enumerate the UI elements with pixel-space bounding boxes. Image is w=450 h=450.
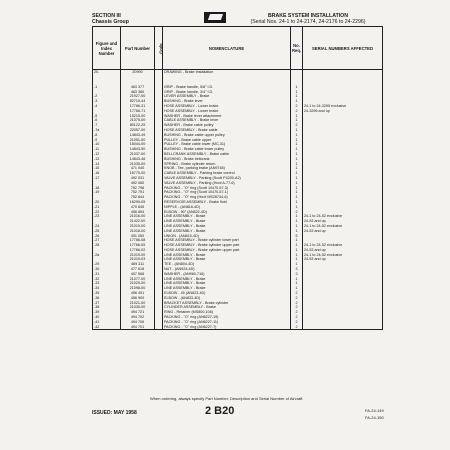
cell-nom: BUSHING - Brake cable upper pulley — [163, 133, 291, 138]
cell-fig: -41 — [93, 320, 121, 325]
group-label: Chassis Group — [92, 19, 129, 25]
cell-req — [291, 75, 303, 85]
cell-nom: HOSE ASSEMBLY - Lower brake — [163, 109, 291, 114]
parts-table — [92, 26, 383, 330]
cell-fig: -15 — [93, 166, 121, 171]
cell-req: 1 — [291, 190, 303, 195]
cell-part: 17766-71 — [121, 109, 155, 114]
cell-fig: -17 — [93, 176, 121, 181]
col-req: No. Req. — [291, 27, 303, 70]
cell-nom: CABLE ASSEMBLY - Brake lever — [163, 118, 291, 123]
cell-req: 2 — [291, 210, 303, 215]
cell-part: 494 706 — [121, 320, 155, 325]
cell-fig: -36 — [93, 296, 121, 301]
cell-part — [121, 75, 155, 85]
cell-nom: SPRING - Brake cylinder return — [163, 162, 291, 167]
cell-part: 21077-00 — [121, 277, 155, 282]
cell-part: 20990 — [121, 70, 155, 75]
cell-serial: 24-1 to 24-52 exclusive — [303, 253, 383, 258]
cell-req: 1 — [291, 99, 303, 104]
col-figure: Figure and Index Number — [93, 27, 121, 70]
cell-req: 1 — [291, 277, 303, 282]
col-nomenclature: NOMENCLATURE — [163, 27, 291, 70]
cell-part: 82710-44 — [121, 99, 155, 104]
cell-nom: PULLEY - Brake cable lower (MC-31) — [163, 142, 291, 147]
cell-fig — [93, 75, 121, 85]
cell-nom: HOSE ASSEMBLY - Brake cylinder lower part — [163, 238, 291, 243]
cell-part: 21051-00 — [121, 138, 155, 143]
cell-fig: -2a — [93, 253, 121, 258]
cell-nom: LINE ASSEMBLY - Brake — [163, 224, 291, 229]
cell-serial: 24-1 to 24-3295 exclusive — [303, 104, 383, 109]
cell-fig: -35 — [93, 291, 121, 296]
cell-nom: KNOB - Tee, parking brake (AN9748) — [163, 166, 291, 171]
cell-serial: 24-1 to 24-52 exclusive — [303, 243, 383, 248]
cell-part: 21018-00 — [121, 229, 155, 234]
cell-fig: -19 — [93, 190, 121, 195]
cell-req: 2 — [291, 305, 303, 310]
cell-part: 21075-00 — [121, 118, 155, 123]
cell-nom: PACKING - "O" ring (Scott 10470-57-3) — [163, 186, 291, 191]
cell-part: 407 568 — [121, 272, 155, 277]
cell-nom: BUSHING - Brake lever — [163, 99, 291, 104]
cell-nom: GRIP - Brake handle, 3/4" I.D. — [163, 90, 291, 95]
cell-part: 21016-00 — [121, 214, 155, 219]
cell-nom: LINE ASSEMBLY - Brake — [163, 281, 291, 286]
cell-req: 1 — [291, 238, 303, 243]
cell-part: 17766-08 — [121, 238, 155, 243]
cell-req: 2 — [291, 109, 303, 114]
cell-nom: LINE ASSEMBLY - Brake — [163, 229, 291, 234]
cell-req: 2 — [291, 320, 303, 325]
cell-fig: -33 — [93, 281, 121, 286]
cell-nom: ELBOW - 45 (AN823-4D) — [163, 291, 291, 296]
cell-nom: WASHER - (AN960-716) — [163, 272, 291, 277]
cell-req: 2 — [291, 291, 303, 296]
col-serial: SERIAL NUMBERS AFFECTED — [303, 27, 383, 70]
cell-nom: PACKING - "O" ring (Hoof MS28744-6) — [163, 195, 291, 200]
cell-nom: HOSE ASSEMBLY - Brake cylinder upper part — [163, 243, 291, 248]
cell-nom: BUSHING - Brake cable lower pulley — [163, 147, 291, 152]
cell-req: 1 — [291, 171, 303, 176]
cell-part: 494 701 — [121, 325, 155, 330]
table-row — [93, 75, 383, 85]
cell-req: 1 — [291, 281, 303, 286]
section-header — [92, 13, 129, 25]
cell-nom: HOSE ASSEMBLY - Brake cable — [163, 128, 291, 133]
table-header-row — [93, 27, 383, 70]
cell-serial: 24-1 to 24-52 exclusive — [303, 224, 383, 229]
cell-part: 16290-05 — [121, 200, 155, 205]
cell-part: 471 040 — [121, 166, 155, 171]
cell-part: 21019-00 — [121, 253, 155, 258]
cell-req: 1 — [291, 224, 303, 229]
cell-part: 17766-05 — [121, 243, 155, 248]
cell-part: 21010-00 — [121, 224, 155, 229]
cell-fig: -28 — [93, 243, 121, 248]
cell-part: 21098-00 — [121, 286, 155, 291]
cell-serial: 24-53 and up — [303, 248, 383, 253]
cell-req: 1 — [291, 162, 303, 167]
cell-fig: -27 — [93, 238, 121, 243]
cell-nom: WASHER - Brake cable pulley — [163, 123, 291, 128]
cell-part: 477 618 — [121, 267, 155, 272]
cell-part: 15215-00 — [121, 114, 155, 119]
cell-req: 1 — [291, 147, 303, 152]
cell-part: 494 721 — [121, 310, 155, 315]
cell-nom: LINE ASSEMBLY - Brake — [163, 257, 291, 262]
cell-part: 470 845 — [121, 205, 155, 210]
cell-req: 1 — [291, 85, 303, 90]
cell-fig: -29 — [93, 262, 121, 267]
cell-fig: -4 — [93, 104, 121, 109]
cell-fig: -34 — [93, 286, 121, 291]
cell-fig: -2 — [93, 94, 121, 99]
cell-part: 21021-00 — [121, 301, 155, 306]
cell-fig: -42 — [93, 325, 121, 330]
cell-fig: -13 — [93, 157, 121, 162]
ordering-note: When ordering, always specify Part Number, Description and Serial Number of Aircraft — [150, 396, 303, 401]
cell-serial: 24-3296 and up — [303, 109, 383, 114]
cell-fig: -9 — [93, 138, 121, 143]
cell-serial — [303, 75, 383, 85]
cell-nom: PACKING - "O" ring (AN6227-7) — [163, 325, 291, 330]
cell-fig: -40 — [93, 315, 121, 320]
installation-header — [238, 13, 378, 25]
cell-part: 17766-02 — [121, 248, 155, 253]
cell-req: 1 — [291, 157, 303, 162]
cell-req: 3 — [291, 267, 303, 272]
cell-req: 1 — [291, 186, 303, 191]
cell-fig: -37 — [93, 301, 121, 306]
cell-nom: BRACKET ASSEMBLY - Brake cylinder — [163, 301, 291, 306]
cell-req: 1 — [291, 257, 303, 262]
cell-part: 494 702 — [121, 315, 155, 320]
cell-fig: -7 — [93, 123, 121, 128]
cell-req: 1 — [291, 219, 303, 224]
cell-part: 21019-03 — [121, 257, 155, 262]
table-row — [93, 325, 383, 330]
cell-req: 2 — [291, 296, 303, 301]
cell-nom: PACKING - "O" ring (Scott 10470-57-1) — [163, 190, 291, 195]
cell-nom: LINE ASSEMBLY - Brake — [163, 253, 291, 258]
cell-fig: -18 — [93, 186, 121, 191]
cell-part: 456 900 — [121, 296, 155, 301]
cell-part: 21422-00 — [121, 219, 155, 224]
cell-fig: -26 — [93, 234, 121, 239]
cell-fig: -22 — [93, 210, 121, 215]
cell-req: 3 — [291, 272, 303, 277]
cell-req: 2 — [291, 325, 303, 330]
cell-nom: LINE ASSEMBLY - Brake — [163, 277, 291, 282]
cell-req: 1 — [291, 214, 303, 219]
cell-part: 21037-00 — [121, 152, 155, 157]
cell-nom: ELBOW - (AN833-4D) — [163, 296, 291, 301]
cell-part: 22057-00 — [121, 128, 155, 133]
cell-fig: -3 — [93, 99, 121, 104]
cell-nom: BELLCRANK ASSEMBLY - Brake cable — [163, 152, 291, 157]
cell-part: 752 844 — [121, 195, 155, 200]
cell-fig: -8 — [93, 133, 121, 138]
cell-req: 1 — [291, 262, 303, 267]
cell-part: 14843-49 — [121, 133, 155, 138]
cell-req: 1 — [291, 229, 303, 234]
cell-code — [155, 75, 163, 85]
figure-ref-1: FA-24-149 — [365, 408, 384, 413]
cell-fig: -12 — [93, 152, 121, 157]
cell-req: 1 — [291, 166, 303, 171]
cell-serial — [303, 325, 383, 330]
cell-req: 5 — [291, 234, 303, 239]
cell-part: 80122-25 — [121, 123, 155, 128]
cell-serial: 24-53 and up — [303, 257, 383, 262]
cell-part: 14843-46 — [121, 157, 155, 162]
cell-part: 21035-00 — [121, 162, 155, 167]
cell-serial: 24-53 and up — [303, 229, 383, 234]
parts-rows — [93, 70, 383, 330]
cell-serial: 24-1 to 24-52 exclusive — [303, 214, 383, 219]
cell-req: 1 — [291, 243, 303, 248]
cell-req: 1 — [291, 176, 303, 181]
cell-part: 16775-00 — [121, 171, 155, 176]
cell-nom: PACKING - "O" ring (AN6227-19) — [163, 315, 291, 320]
cell-nom: RESERVOIR ASSEMBLY - Brake fluid — [163, 200, 291, 205]
cell-fig: -25 — [93, 229, 121, 234]
cell-req: 1 — [291, 114, 303, 119]
cell-req: 2 — [291, 301, 303, 306]
cell-part: 15044-00 — [121, 142, 155, 147]
cell-fig: -14 — [93, 162, 121, 167]
cell-req: 1 — [291, 195, 303, 200]
cell-fig: -31 — [93, 272, 121, 277]
cell-fig: -1 — [93, 85, 121, 90]
cell-nom: RING - Retainer (MS800-106) — [163, 310, 291, 315]
cell-fig: -38 — [93, 305, 121, 310]
cell-nom: WASHER - Brake lever attachment — [163, 114, 291, 119]
cell-part: 492 031 — [121, 176, 155, 181]
cell-req: 1 — [291, 253, 303, 258]
cell-nom: ELBOW - 90° (AN822-4D) — [163, 210, 291, 215]
cell-part: 456 491 — [121, 291, 155, 296]
cell-req: 1 — [291, 138, 303, 143]
cell-nom: VALVE ASSEMBLY - Parking (Hoof A-77-6) — [163, 181, 291, 186]
cell-nom: LEVER ASSEMBLY - Brake — [163, 94, 291, 99]
cell-req: 2 — [291, 315, 303, 320]
cell-nom: VALVE ASSEMBLY - Parking (Scott P4200-A2) — [163, 176, 291, 181]
cell-nom: CABLE ASSEMBLY - Parking brake control — [163, 171, 291, 176]
cell-fig: -7a — [93, 128, 121, 133]
cell-nom: NIPPLE - (AN816-4D) — [163, 205, 291, 210]
cell-nom — [163, 75, 291, 85]
cell-part: 21020-00 — [121, 281, 155, 286]
figure-ref-2: FA-24-150 — [365, 415, 384, 420]
cell-nom: BUSHING - Brake bellcrank — [163, 157, 291, 162]
cell-req: 1 — [291, 200, 303, 205]
cell-fig: -20 — [93, 200, 121, 205]
cell-req: 2 — [291, 123, 303, 128]
cell-req: 1 — [291, 90, 303, 95]
section-label: SECTION III — [92, 13, 121, 19]
cell-fig: -10 — [93, 142, 121, 147]
serial-range: (Serial Nos. 24-1 to 24-2174, 24-2176 to 24-2296) — [250, 19, 366, 25]
cell-fig: -5 — [93, 114, 121, 119]
cell-req: 1 — [291, 286, 303, 291]
cell-part: 469 311 — [121, 262, 155, 267]
cell-part: 17766-31 — [121, 104, 155, 109]
cell-req: 1 — [291, 152, 303, 157]
cell-nom: PULLEY - Brake cable upper — [163, 138, 291, 143]
installation-title: BRAKE SYSTEM INSTALLATION — [268, 13, 348, 19]
cell-fig: -39 — [93, 310, 121, 315]
cell-part: 491 050 — [121, 234, 155, 239]
cell-nom: LINE ASSEMBLY - Brake — [163, 286, 291, 291]
cell-part: 463 377 — [121, 85, 155, 90]
company-logo-icon — [204, 12, 226, 23]
col-part-number: Part Number — [121, 27, 155, 70]
cell-serial: 24-53 and up — [303, 219, 383, 224]
cell-fig: -30 — [93, 267, 121, 272]
cell-part: 21030-00 — [121, 305, 155, 310]
cell-nom: HOSE ASSEMBLY - Lower brake — [163, 104, 291, 109]
cell-req: 1 — [291, 118, 303, 123]
cell-part: 21927-00 — [121, 94, 155, 99]
cell-part: 492 080 — [121, 181, 155, 186]
cell-fig: -24 — [93, 224, 121, 229]
cell-req: 1 — [291, 248, 303, 253]
cell-nom: PACKING - "O" ring (AN6227-11) — [163, 320, 291, 325]
cell-nom: DRAWING - Brake Installation — [163, 70, 291, 75]
cell-req: 1 — [291, 142, 303, 147]
cell-nom: LINE ASSEMBLY - Brake — [163, 214, 291, 219]
cell-fig: -32 — [93, 277, 121, 282]
cell-fig: -6 — [93, 118, 121, 123]
cell-req: 1 — [291, 133, 303, 138]
cell-fig: 20- — [93, 70, 121, 75]
cell-nom: CYLINDER ASSEMBLY - Brake — [163, 305, 291, 310]
cell-nom: NUT - (AN924-4D) — [163, 267, 291, 272]
cell-fig: -16 — [93, 171, 121, 176]
cell-part: 752 798 — [121, 186, 155, 191]
cell-part: 456 894 — [121, 210, 155, 215]
cell-req: 1 — [291, 181, 303, 186]
cell-req: 2 — [291, 104, 303, 109]
cell-req: 1 — [291, 128, 303, 133]
cell-nom: GRIP - Brake handle, 5/8" I.D. — [163, 85, 291, 90]
col-code: Code — [155, 27, 163, 70]
cell-part: 14843-50 — [121, 147, 155, 152]
cell-part: 752 791 — [121, 190, 155, 195]
issued-date: ISSUED: MAY 1958 — [92, 410, 137, 416]
cell-part: 463 380 — [121, 90, 155, 95]
cell-nom: UNION - (AN815-4D) — [163, 234, 291, 239]
cell-fig: -23 — [93, 214, 121, 219]
cell-fig: -11 — [93, 147, 121, 152]
cell-nom: LINE ASSEMBLY - Brake — [163, 219, 291, 224]
cell-req: 2 — [291, 310, 303, 315]
cell-fig: -21 — [93, 205, 121, 210]
cell-nom: HOSE ASSEMBLY - Brake cylinder upper part — [163, 248, 291, 253]
cell-req: 1 — [291, 205, 303, 210]
cell-code — [155, 325, 163, 330]
page-number: 2 B20 — [205, 405, 235, 417]
cell-nom: TEE - (AN804-4D) — [163, 262, 291, 267]
cell-req: 1 — [291, 94, 303, 99]
